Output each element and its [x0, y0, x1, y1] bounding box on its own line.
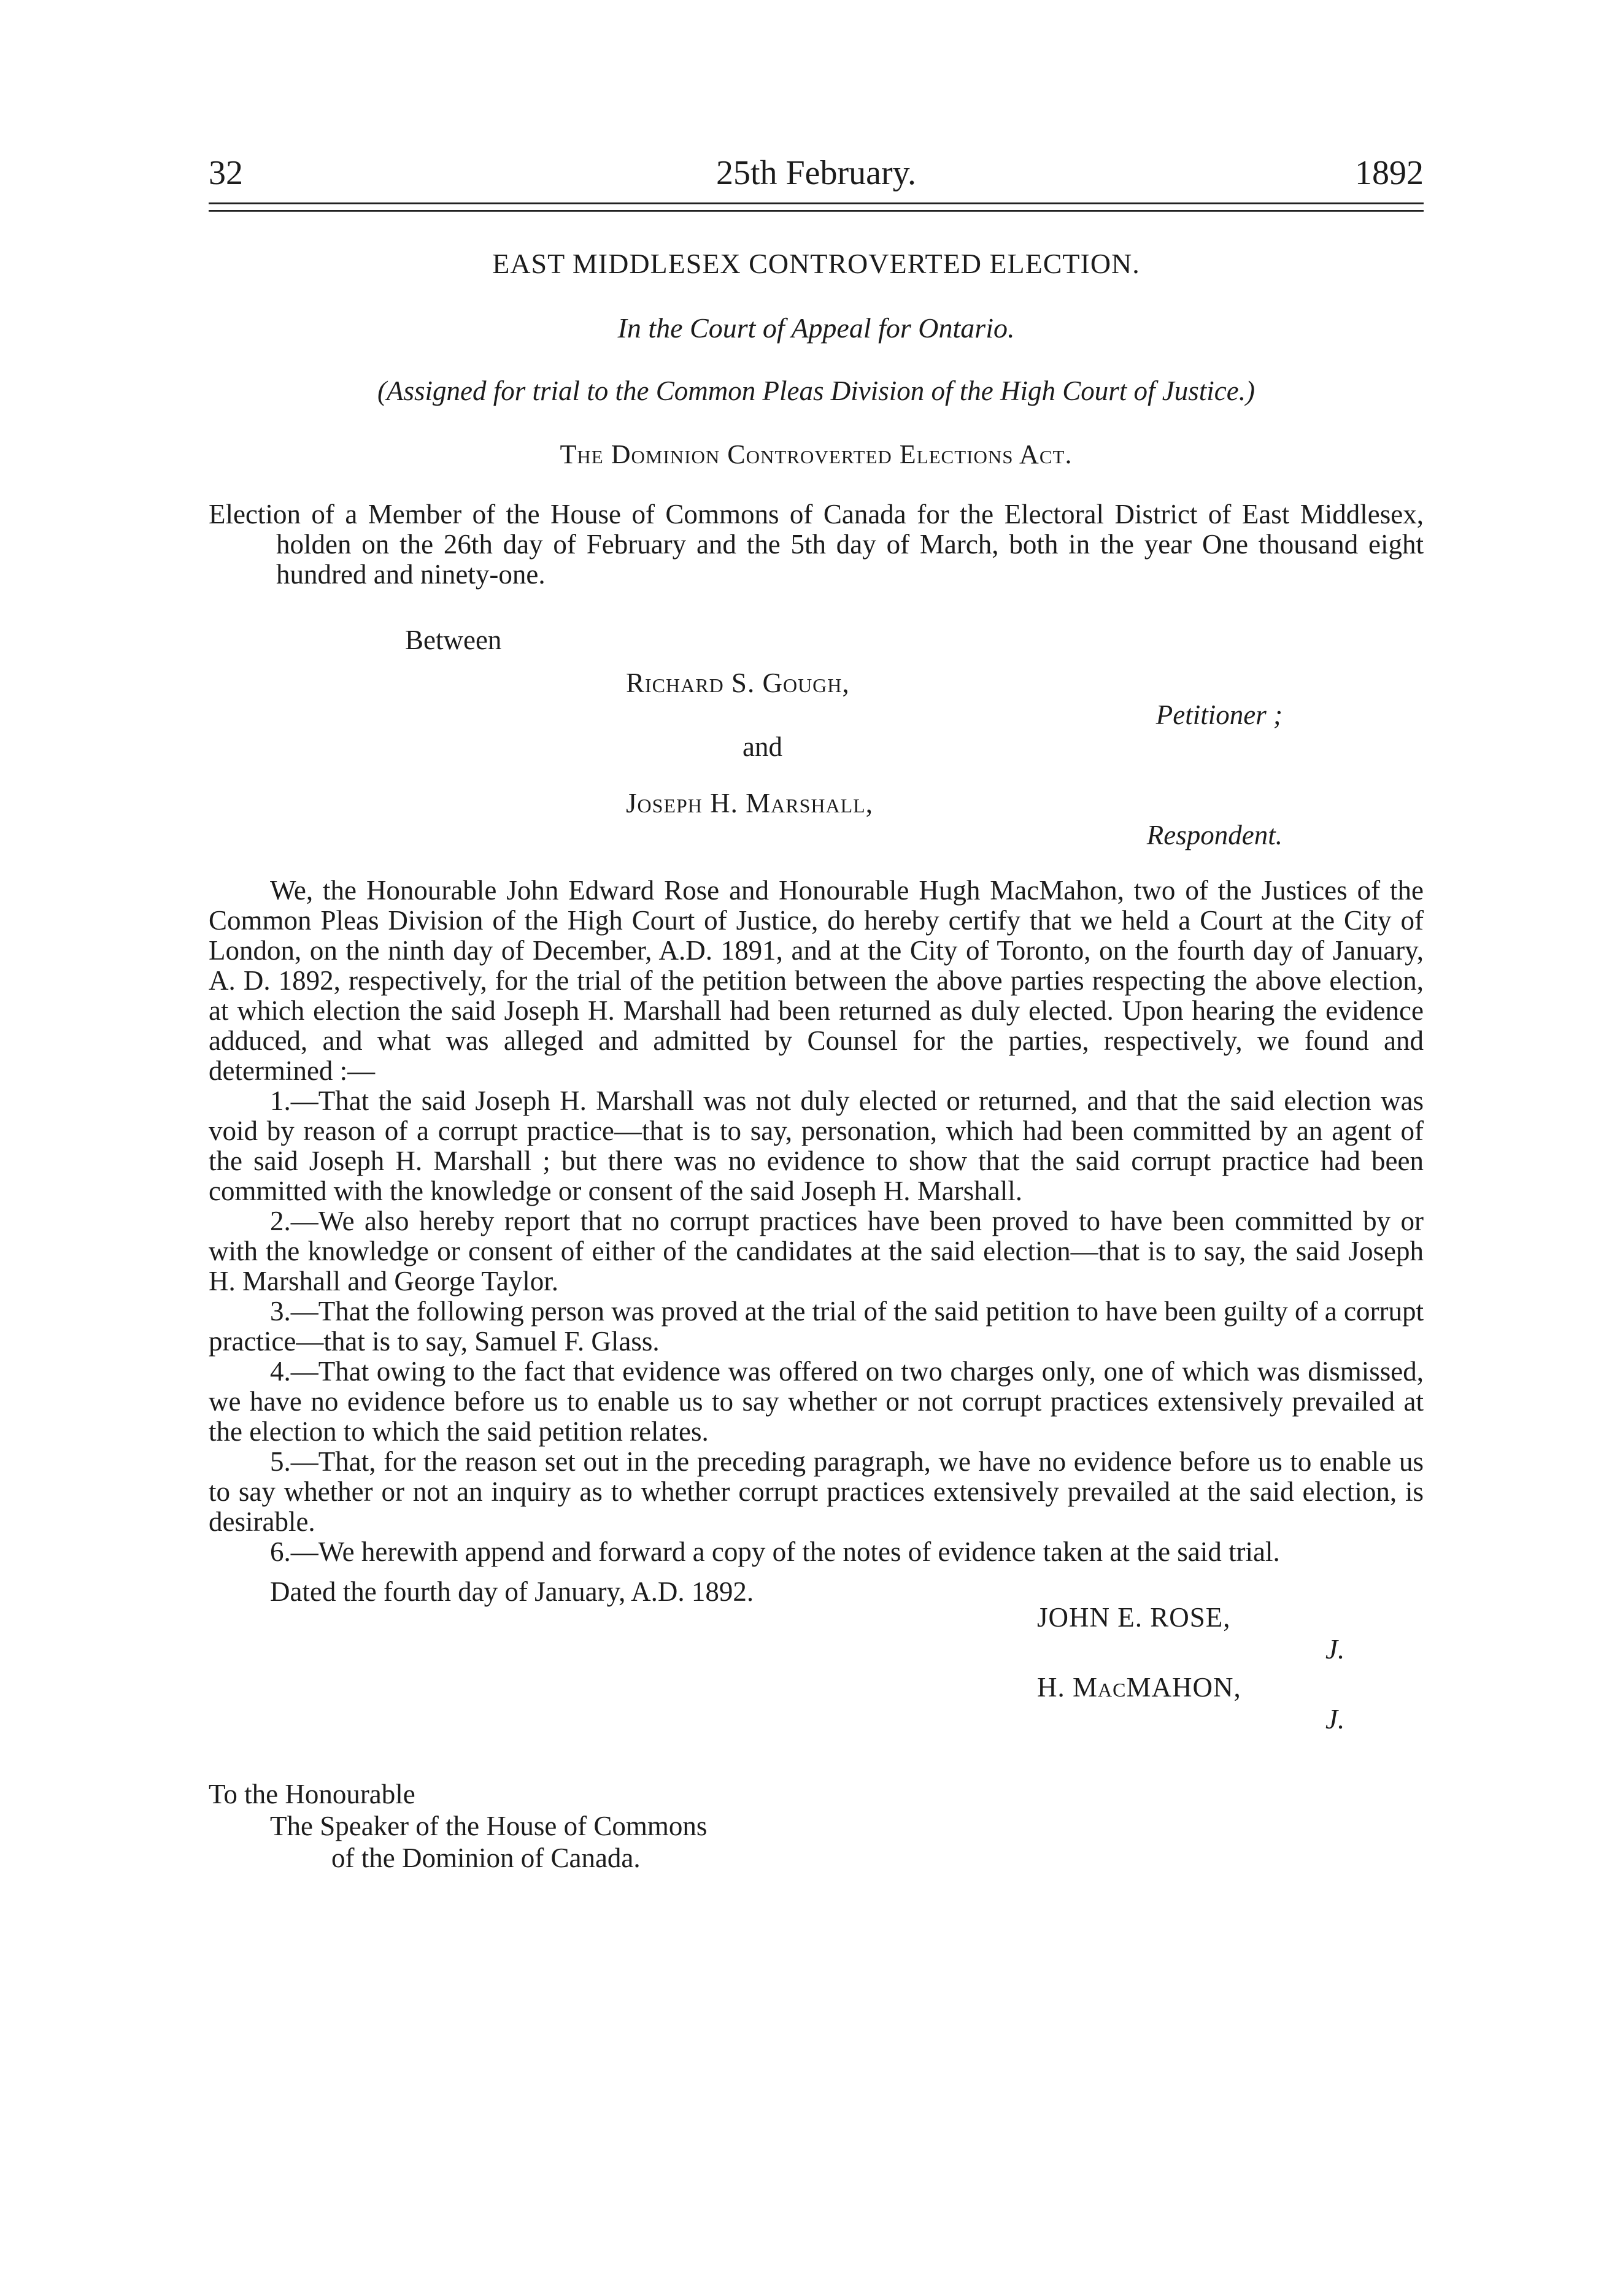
signature-title: J. [1325, 1704, 1345, 1735]
header-rule-top [209, 202, 1424, 204]
election-intro: Election of a Member of the House of Commons of Canada for the Electoral District of East Middlesex, holden on the 26th day of February and the 5th day of March, both in the year One thousand eight hundred and ninety-one. [209, 499, 1424, 590]
report-body [209, 876, 1424, 1567]
report-paragraph: 6.—We herewith append and forward a copy of the notes of evidence taken at the said trial. [270, 1536, 1280, 1567]
assigned-note: (Assigned for trial to the Common Pleas Division of the High Court of Justice.) [377, 376, 1255, 406]
dated-line: Dated the fourth day of January, A.D. 1892. [270, 1576, 754, 1607]
and-label: and [742, 731, 782, 762]
petitioner-role: Petitioner ; [1155, 699, 1282, 730]
respondent-name: Joseph H. Marshall, [626, 788, 873, 819]
address-line: To the Honourable [209, 1779, 415, 1809]
signature-name: JOHN E. ROSE, [1037, 1602, 1231, 1633]
page-number: 32 [209, 154, 243, 192]
signature-name: H. MacMAHON, [1037, 1672, 1241, 1703]
address-block [209, 1778, 1424, 1874]
report-paragraph: 3.—That the following person was proved at the trial of the said petition to have been guilty of a corrupt practice—that is to say, Samuel F. Glass. [209, 1296, 1424, 1357]
address-line: The Speaker of the House of Commons [270, 1811, 708, 1841]
report-paragraph: 4.—That owing to the fact that evidence was offered on two charges only, one of which was dismissed, we have no evidence before us to enable us to say whether or not corrupt practices extensively prevailed at the election to which the said petition relates. [209, 1356, 1424, 1447]
act-title: The Dominion Controverted Elections Act. [560, 439, 1073, 469]
signature-title: J. [1325, 1634, 1345, 1665]
document-title: EAST MIDDLESEX CONTROVERTED ELECTION. [492, 248, 1140, 279]
report-paragraph: 5.—That, for the reason set out in the preceding paragraph, we have no evidence before us to enable us to say whether or not an inquiry as to whether corrupt practices extensively prevailed at the said election, is desirable. [209, 1446, 1424, 1537]
header-rule-bottom [209, 210, 1424, 212]
respondent-role: Respondent. [1146, 820, 1282, 850]
court-name: In the Court of Appeal for Ontario. [617, 312, 1015, 344]
between-label: Between [405, 625, 502, 655]
report-paragraph: 1.—That the said Joseph H. Marshall was not duly elected or returned, and that the said election was void by reason of a corrupt practice—that is to say, personation, which had been committed by an agent of the said Joseph H. Marshall ; but there was no evidence to show that the said corrupt practice had been committed with the knowledge or consent of the said Joseph H. Marshall. [209, 1085, 1424, 1206]
report-paragraph: We, the Honourable John Edward Rose and Honourable Hugh MacMahon, two of the Justices of the Common Pleas Division of the High Court of Justice, do hereby certify that we held a Court at the City of London, on the ninth day of December, A.D. 1891, and at the City of Toronto, on the fourth day of January, A. D. 1892, respectively, for the trial of the petition between the above parties respecting the above election, at which election the said Joseph H. Marshall had been returned as duly elected. Upon hearing the evidence adduced, and what was alleged and admitted by Counsel for the parties, respectively, we found and determined :— [209, 875, 1424, 1086]
report-paragraph: 2.—We also hereby report that no corrupt practices have been proved to have been committed by or with the knowledge or consent of either of the candidates at the said election—that is to say, the said Joseph H. Marshall and George Taylor. [209, 1206, 1424, 1296]
address-line: of the Dominion of Canada. [331, 1843, 641, 1873]
document-page [209, 153, 1424, 1874]
header-year: 1892 [1355, 154, 1424, 192]
page-header [209, 153, 1424, 202]
petitioner-name: Richard S. Gough, [626, 668, 850, 698]
header-date: 25th February. [716, 154, 917, 192]
